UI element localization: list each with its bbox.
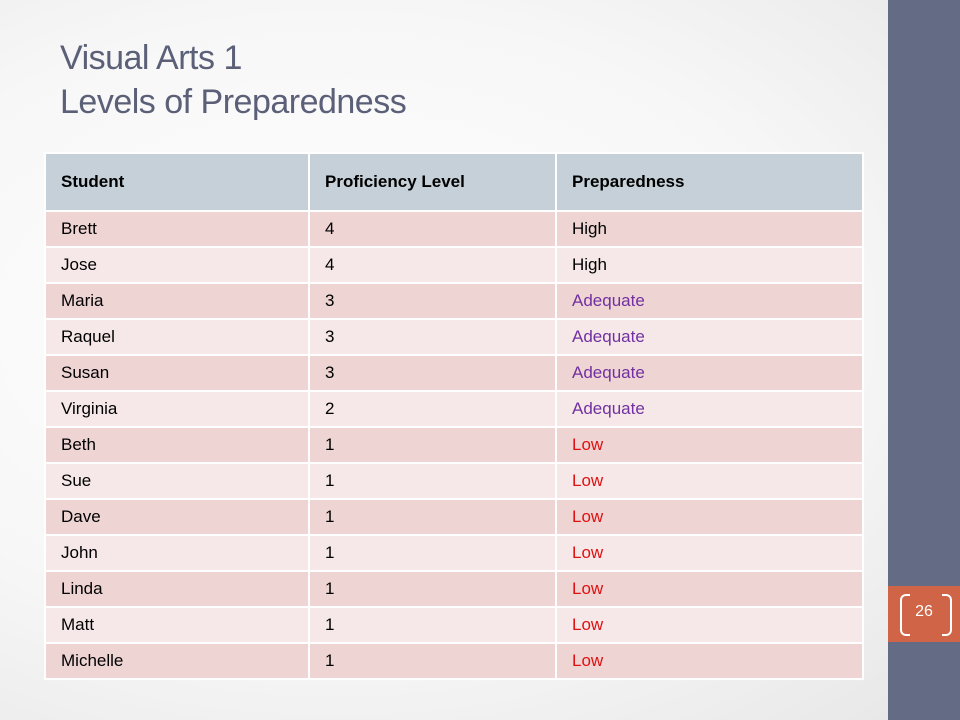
table-row	[45, 427, 863, 463]
student-cell: Brett	[45, 211, 309, 247]
preparedness-table	[44, 152, 864, 680]
preparedness-cell: Adequate	[556, 319, 863, 355]
header-student: Student	[45, 153, 309, 211]
preparedness-cell: High	[556, 247, 863, 283]
student-cell: Virginia	[45, 391, 309, 427]
table-header-row	[45, 153, 863, 211]
page-number-badge	[888, 586, 960, 642]
table-row	[45, 247, 863, 283]
student-cell: Sue	[45, 463, 309, 499]
proficiency-level-cell: 4	[309, 247, 556, 283]
student-cell: Maria	[45, 283, 309, 319]
slide-title	[60, 36, 406, 124]
student-cell: Matt	[45, 607, 309, 643]
student-cell: Beth	[45, 427, 309, 463]
preparedness-cell: Adequate	[556, 355, 863, 391]
preparedness-cell: Low	[556, 499, 863, 535]
table-row	[45, 607, 863, 643]
preparedness-cell: Adequate	[556, 391, 863, 427]
proficiency-level-cell: 1	[309, 607, 556, 643]
slide-title-line-2: Levels of Preparedness	[60, 83, 407, 121]
right-bracket-decoration	[942, 594, 952, 636]
preparedness-cell: Low	[556, 607, 863, 643]
proficiency-level-cell: 1	[309, 427, 556, 463]
student-cell: John	[45, 535, 309, 571]
proficiency-level-cell: 1	[309, 535, 556, 571]
proficiency-level-cell: 4	[309, 211, 556, 247]
table-row	[45, 319, 863, 355]
table-row	[45, 283, 863, 319]
proficiency-level-cell: 3	[309, 319, 556, 355]
page-number: 26	[915, 603, 933, 620]
preparedness-cell: Low	[556, 535, 863, 571]
proficiency-level-cell: 1	[309, 643, 556, 679]
table-row	[45, 535, 863, 571]
proficiency-level-cell: 2	[309, 391, 556, 427]
proficiency-level-cell: 1	[309, 571, 556, 607]
student-cell: Michelle	[45, 643, 309, 679]
student-cell: Susan	[45, 355, 309, 391]
student-cell: Dave	[45, 499, 309, 535]
table-body	[45, 211, 863, 679]
header-proficiency-level: Proficiency Level	[309, 153, 556, 211]
preparedness-cell: Adequate	[556, 283, 863, 319]
proficiency-level-cell: 3	[309, 355, 556, 391]
preparedness-cell: Low	[556, 571, 863, 607]
student-cell: Raquel	[45, 319, 309, 355]
student-cell: Linda	[45, 571, 309, 607]
proficiency-level-cell: 3	[309, 283, 556, 319]
table-row	[45, 355, 863, 391]
preparedness-cell: Low	[556, 463, 863, 499]
preparedness-cell: Low	[556, 427, 863, 463]
table-row	[45, 391, 863, 427]
table-row	[45, 463, 863, 499]
header-preparedness: Preparedness	[556, 153, 863, 211]
student-cell: Jose	[45, 247, 309, 283]
table-row	[45, 499, 863, 535]
proficiency-level-cell: 1	[309, 499, 556, 535]
preparedness-cell: High	[556, 211, 863, 247]
preparedness-cell: Low	[556, 643, 863, 679]
proficiency-level-cell: 1	[309, 463, 556, 499]
table-row	[45, 571, 863, 607]
table-row	[45, 211, 863, 247]
table-row	[45, 643, 863, 679]
slide-title-line-1: Visual Arts 1	[60, 39, 242, 77]
